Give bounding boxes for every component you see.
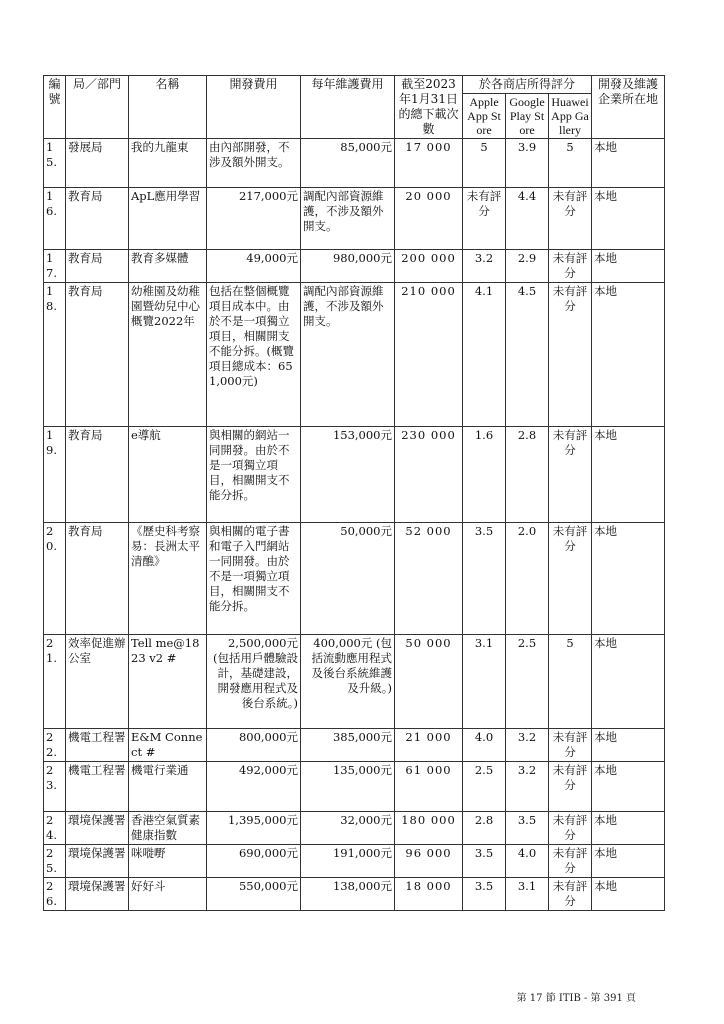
- row-maint-cost: 138,000元: [301, 878, 395, 911]
- row-dev-cost: 由內部開發，不涉及額外開支。: [207, 139, 301, 188]
- row-maint-cost: 385,000元: [301, 729, 395, 762]
- row-huawei-rating: 5: [549, 635, 592, 729]
- row-google-rating: 3.5: [506, 812, 549, 845]
- table-row: [44, 283, 665, 427]
- row-name: Tell me@1823 v2 #: [129, 635, 207, 729]
- row-name: 教育多媒體: [129, 250, 207, 283]
- row-google-rating: 3.2: [506, 729, 549, 762]
- row-downloads: 18 000: [395, 878, 463, 911]
- row-bureau: 環境保護署: [66, 878, 129, 911]
- header-apple-store: Apple App Store: [463, 94, 506, 139]
- row-apple-rating: 4.0: [463, 729, 506, 762]
- row-apple-rating: 2.8: [463, 812, 506, 845]
- header-no: 編號: [44, 76, 66, 139]
- table-row: [44, 188, 665, 250]
- row-bureau: 教育局: [66, 427, 129, 523]
- row-location: 本地: [592, 523, 665, 635]
- row-maint-cost: 調配內部資源維護，不涉及額外開支。: [301, 188, 395, 250]
- row-apple-rating: 3.5: [463, 845, 506, 878]
- row-google-rating: 4.0: [506, 845, 549, 878]
- row-dev-cost: 包括在整個概覽項目成本中。由於不是一項獨立項目，相關開支不能分拆。(概覽項目總成本：651,000元): [207, 283, 301, 427]
- row-huawei-rating: 未有評分: [549, 878, 592, 911]
- row-maint-cost: 50,000元: [301, 523, 395, 635]
- row-dev-cost: 800,000元: [207, 729, 301, 762]
- row-downloads: 200 000: [395, 250, 463, 283]
- row-downloads: 61 000: [395, 762, 463, 812]
- row-location: 本地: [592, 812, 665, 845]
- row-bureau: 環境保護署: [66, 812, 129, 845]
- row-google-rating: 4.5: [506, 283, 549, 427]
- table-row: [44, 523, 665, 635]
- row-no: 24.: [44, 812, 66, 845]
- row-maint-cost: 135,000元: [301, 762, 395, 812]
- row-downloads: 21 000: [395, 729, 463, 762]
- row-location: 本地: [592, 878, 665, 911]
- row-maint-cost: 191,000元: [301, 845, 395, 878]
- row-apple-rating: 4.1: [463, 283, 506, 427]
- row-apple-rating: 1.6: [463, 427, 506, 523]
- row-dev-cost: 492,000元: [207, 762, 301, 812]
- row-name: 幼稚園及幼稚園暨幼兒中心概覽2022年: [129, 283, 207, 427]
- row-dev-cost: 217,000元: [207, 188, 301, 250]
- row-bureau: 教育局: [66, 523, 129, 635]
- row-downloads: 180 000: [395, 812, 463, 845]
- row-name: ApL應用學習: [129, 188, 207, 250]
- row-name: E&M Connect #: [129, 729, 207, 762]
- table-row: [44, 635, 665, 729]
- row-apple-rating: 3.5: [463, 878, 506, 911]
- row-google-rating: 2.5: [506, 635, 549, 729]
- row-bureau: 教育局: [66, 283, 129, 427]
- row-google-rating: 4.4: [506, 188, 549, 250]
- row-no: 22.: [44, 729, 66, 762]
- header-name: 名稱: [129, 76, 207, 139]
- row-no: 17.: [44, 250, 66, 283]
- header-downloads: 截至2023年1月31日的總下載次數: [395, 76, 463, 139]
- row-huawei-rating: 5: [549, 139, 592, 188]
- table-row: [44, 139, 665, 188]
- row-apple-rating: 3.2: [463, 250, 506, 283]
- row-dev-cost: 與相關的電子書和電子入門網站一同開發。由於不是一項獨立項目，相關開支不能分拆。: [207, 523, 301, 635]
- row-location: 本地: [592, 762, 665, 812]
- row-maint-cost: 400,000元 (包括流動應用程式及後台系統維護及升級。): [301, 635, 395, 729]
- row-downloads: 210 000: [395, 283, 463, 427]
- row-huawei-rating: 未有評分: [549, 188, 592, 250]
- row-bureau: 教育局: [66, 188, 129, 250]
- row-no: 15.: [44, 139, 66, 188]
- row-maint-cost: 980,000元: [301, 250, 395, 283]
- row-downloads: 52 000: [395, 523, 463, 635]
- row-location: 本地: [592, 283, 665, 427]
- header-google-play: Google Play Store: [506, 94, 549, 139]
- row-location: 本地: [592, 250, 665, 283]
- row-location: 本地: [592, 845, 665, 878]
- row-huawei-rating: 未有評分: [549, 762, 592, 812]
- row-apple-rating: 未有評分: [463, 188, 506, 250]
- header-row: [44, 76, 665, 94]
- row-no: 26.: [44, 878, 66, 911]
- row-downloads: 96 000: [395, 845, 463, 878]
- row-google-rating: 2.0: [506, 523, 549, 635]
- row-apple-rating: 2.5: [463, 762, 506, 812]
- row-no: 16.: [44, 188, 66, 250]
- row-bureau: 機電工程署: [66, 762, 129, 812]
- header-bureau: 局／部門: [66, 76, 129, 139]
- table-row: [44, 729, 665, 762]
- row-huawei-rating: 未有評分: [549, 845, 592, 878]
- row-dev-cost: 49,000元: [207, 250, 301, 283]
- row-bureau: 環境保護署: [66, 845, 129, 878]
- row-no: 23.: [44, 762, 66, 812]
- table-row: [44, 845, 665, 878]
- row-huawei-rating: 未有評分: [549, 427, 592, 523]
- row-dev-cost: 550,000元: [207, 878, 301, 911]
- row-name: 好好斗: [129, 878, 207, 911]
- row-apple-rating: 3.1: [463, 635, 506, 729]
- row-maint-cost: 32,000元: [301, 812, 395, 845]
- row-apple-rating: 5: [463, 139, 506, 188]
- row-huawei-rating: 未有評分: [549, 523, 592, 635]
- row-bureau: 效率促進辦公室: [66, 635, 129, 729]
- row-huawei-rating: 未有評分: [549, 729, 592, 762]
- row-google-rating: 3.2: [506, 762, 549, 812]
- row-name: e導航: [129, 427, 207, 523]
- row-bureau: 機電工程署: [66, 729, 129, 762]
- row-location: 本地: [592, 635, 665, 729]
- table-row: [44, 427, 665, 523]
- header-huawei-gallery: Huawei App Gallery: [549, 94, 592, 139]
- row-huawei-rating: 未有評分: [549, 283, 592, 427]
- row-location: 本地: [592, 188, 665, 250]
- header-dev-cost: 開發費用: [207, 76, 301, 139]
- table-row: [44, 878, 665, 911]
- row-google-rating: 3.1: [506, 878, 549, 911]
- header-maint-cost: 每年維護費用: [301, 76, 395, 139]
- row-google-rating: 2.8: [506, 427, 549, 523]
- row-name: 機電行業通: [129, 762, 207, 812]
- row-huawei-rating: 未有評分: [549, 250, 592, 283]
- row-no: 19.: [44, 427, 66, 523]
- row-maint-cost: 調配內部資源維護，不涉及額外開支。: [301, 283, 395, 427]
- row-dev-cost: 690,000元: [207, 845, 301, 878]
- row-apple-rating: 3.5: [463, 523, 506, 635]
- row-no: 20.: [44, 523, 66, 635]
- row-huawei-rating: 未有評分: [549, 812, 592, 845]
- row-no: 18.: [44, 283, 66, 427]
- row-name: 香港空氣質素健康指數: [129, 812, 207, 845]
- row-bureau: 教育局: [66, 250, 129, 283]
- row-downloads: 20 000: [395, 188, 463, 250]
- row-maint-cost: 153,000元: [301, 427, 395, 523]
- row-no: 21.: [44, 635, 66, 729]
- header-ratings: 於各商店所得評分: [463, 76, 592, 94]
- row-google-rating: 2.9: [506, 250, 549, 283]
- row-maint-cost: 85,000元: [301, 139, 395, 188]
- row-google-rating: 3.9: [506, 139, 549, 188]
- row-downloads: 230 000: [395, 427, 463, 523]
- row-location: 本地: [592, 427, 665, 523]
- row-dev-cost: 與相關的網站一同開發。由於不是一項獨立項目，相關開支不能分拆。: [207, 427, 301, 523]
- row-name: 咪嘥嘢: [129, 845, 207, 878]
- row-dev-cost: 1,395,000元: [207, 812, 301, 845]
- row-name: 《歷史科考察易：長洲太平清醮》: [129, 523, 207, 635]
- app-cost-table: [43, 75, 665, 911]
- row-downloads: 50 000: [395, 635, 463, 729]
- table-row: [44, 762, 665, 812]
- row-dev-cost: 2,500,000元 (包括用戶體驗設計，基礎建設，開發應用程式及後台系統。): [207, 635, 301, 729]
- row-name: 我的九龍東: [129, 139, 207, 188]
- row-no: 25.: [44, 845, 66, 878]
- table-row: [44, 250, 665, 283]
- table-row: [44, 812, 665, 845]
- row-bureau: 發展局: [66, 139, 129, 188]
- header-location: 開發及維護企業所在地: [592, 76, 665, 139]
- row-downloads: 17 000: [395, 139, 463, 188]
- row-location: 本地: [592, 729, 665, 762]
- row-location: 本地: [592, 139, 665, 188]
- page-footer: 第 17 節 ITIB - 第 391 頁: [516, 993, 636, 1004]
